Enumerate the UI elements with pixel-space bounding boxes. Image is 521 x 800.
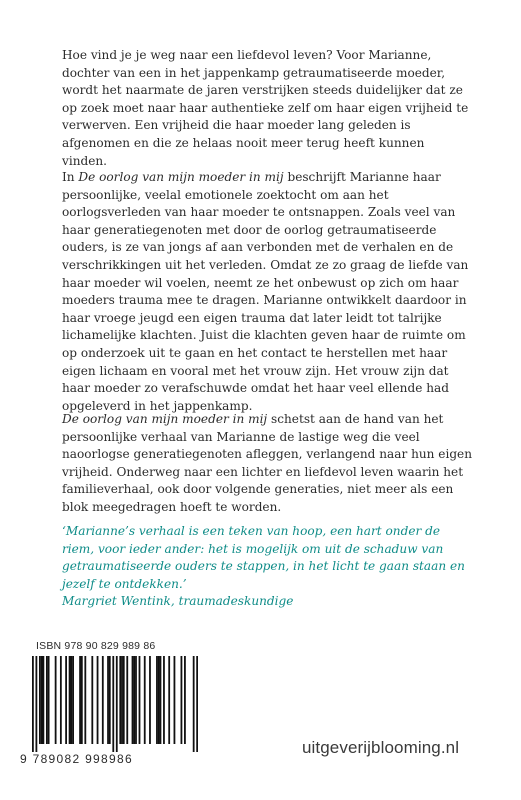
- barcode-bar: [41, 656, 43, 744]
- barcode-bar: [42, 656, 44, 744]
- barcode-bar: [126, 656, 128, 744]
- barcode-bar: [123, 656, 125, 744]
- barcode-bar: [46, 656, 48, 744]
- book-title: De oorlog van mijn moeder in mij: [78, 170, 284, 184]
- barcode-bar: [32, 656, 34, 752]
- barcode-bar: [133, 656, 135, 744]
- barcode-bar: [193, 656, 195, 752]
- endorsement-quote: [62, 523, 472, 611]
- barcode-bar: [112, 656, 114, 752]
- barcode-bar: [119, 656, 121, 744]
- quote-author: Margriet Wentink: [62, 594, 171, 609]
- blurb-paragraph-2: [62, 169, 472, 415]
- barcode-bar: [149, 656, 151, 744]
- barcode-bar: [144, 656, 146, 744]
- barcode-bar: [158, 656, 160, 744]
- paragraph-2-body: beschrijft Marianne haar persoonlijke, veelal emotionele zoektocht om aan het oorlogsverleden van haar moeder te ontsnappen. Zoals veel van haar generatiegenoten met door de oorlog getraumatiseerde ouders, is ze van jongs af aan verbonden met de verhalen en de verschrikkingen uit het verleden. Omdat ze zo graag de liefde van haar moeder wil voelen, neemt ze het onbewust op zich om haar moeders trauma mee te dragen. Marianne ontwikkelt daardoor in haar vroege jeugd een eigen trauma dat later leidt tot talrijke lichamelijke klachten. Juist die klachten geven haar de ruimte om op onderzoek uit te gaan en het contact te herstellen met haar eigen lichaam en vooral met het vrouw zijn. Het vrouw zijn dat haar moeder zo verafschuwde omdat het haar veel ellende had opgeleverd in het jappenkamp.: [62, 170, 469, 413]
- barcode-bar: [132, 656, 134, 744]
- isbn-label: ISBN 978 90 829 989 86: [36, 640, 156, 652]
- barcode-bar: [156, 656, 158, 744]
- barcode-bar: [91, 656, 93, 744]
- barcode-bar: [48, 656, 50, 744]
- barcode-bar: [97, 656, 99, 744]
- paragraph-3-body: schetst aan de hand van het persoonlijke verhaal van Marianne de lastige weg die veel naoorlogse generatiegenoten afleggen, verlangend naar hun eigen vrijheid. Onderweg naar een lichter en liefdevol leven waarin het familieverhaal, ook door volgende generaties, niet meer als een blok meegedragen hoeft te worden.: [62, 412, 473, 514]
- publisher-website: uitgeverijblooming.nl: [302, 738, 460, 757]
- barcode-bar: [139, 656, 141, 744]
- barcode-bar: [79, 656, 81, 744]
- blurb-paragraph-3: [62, 411, 472, 517]
- barcode-bar: [174, 656, 176, 744]
- barcode-bar: [35, 656, 37, 752]
- quote-text: ‘Marianne’s verhaal is een teken van hoop, een hart onder de riem, voor ieder ander: het is mogelijk om uit de schaduw van getraumatiseerde ouders te stappen, in het licht te gaan staan en jezelf te ontdekken.’: [62, 524, 465, 591]
- barcode-bar: [196, 656, 198, 752]
- barcode-bar: [69, 656, 71, 744]
- barcode-bar: [184, 656, 186, 744]
- barcode-digits: 9 789082 998986: [20, 752, 133, 766]
- barcode-bar: [60, 656, 62, 744]
- barcode-bar: [65, 656, 67, 744]
- barcode-bar: [109, 656, 111, 744]
- barcode-bar: [135, 656, 137, 744]
- barcode-bar: [107, 656, 109, 744]
- barcode-bar: [39, 656, 41, 744]
- barcode-bar: [84, 656, 86, 744]
- blurb-paragraph-1: Hoe vind je je weg naar een liefdevol leven? Voor Marianne, dochter van een in het jappenkamp getraumatiseerde moeder, wordt het naarmate de jaren verstrijken steeds duidelijker dat ze op zoek moet naar haar authentieke zelf om haar eigen vrijheid te verwerven. Een vrijheid die haar moeder lang geleden is afgenomen en die ze helaas nooit meer terug heeft kunnen vinden.: [62, 48, 469, 168]
- barcode-bar: [70, 656, 72, 744]
- quote-attribution: Margriet Wentink, traumadeskundige: [62, 594, 294, 609]
- barcode-bar: [116, 656, 118, 752]
- barcode-bars: [32, 656, 198, 752]
- paragraph-2-prefix: In: [62, 170, 79, 184]
- barcode-bar: [121, 656, 123, 744]
- barcode-bar: [168, 656, 170, 744]
- barcode-bar: [181, 656, 183, 744]
- barcode-bar: [163, 656, 165, 744]
- book-title: De oorlog van mijn moeder in mij: [62, 412, 268, 426]
- barcode-bar: [72, 656, 74, 744]
- barcode-bar: [102, 656, 104, 744]
- barcode-bar: [160, 656, 162, 744]
- barcode-bar: [55, 656, 57, 744]
- quote-author-role: traumadeskundige: [178, 594, 294, 609]
- barcode-bar: [81, 656, 83, 744]
- barcode: [20, 656, 198, 766]
